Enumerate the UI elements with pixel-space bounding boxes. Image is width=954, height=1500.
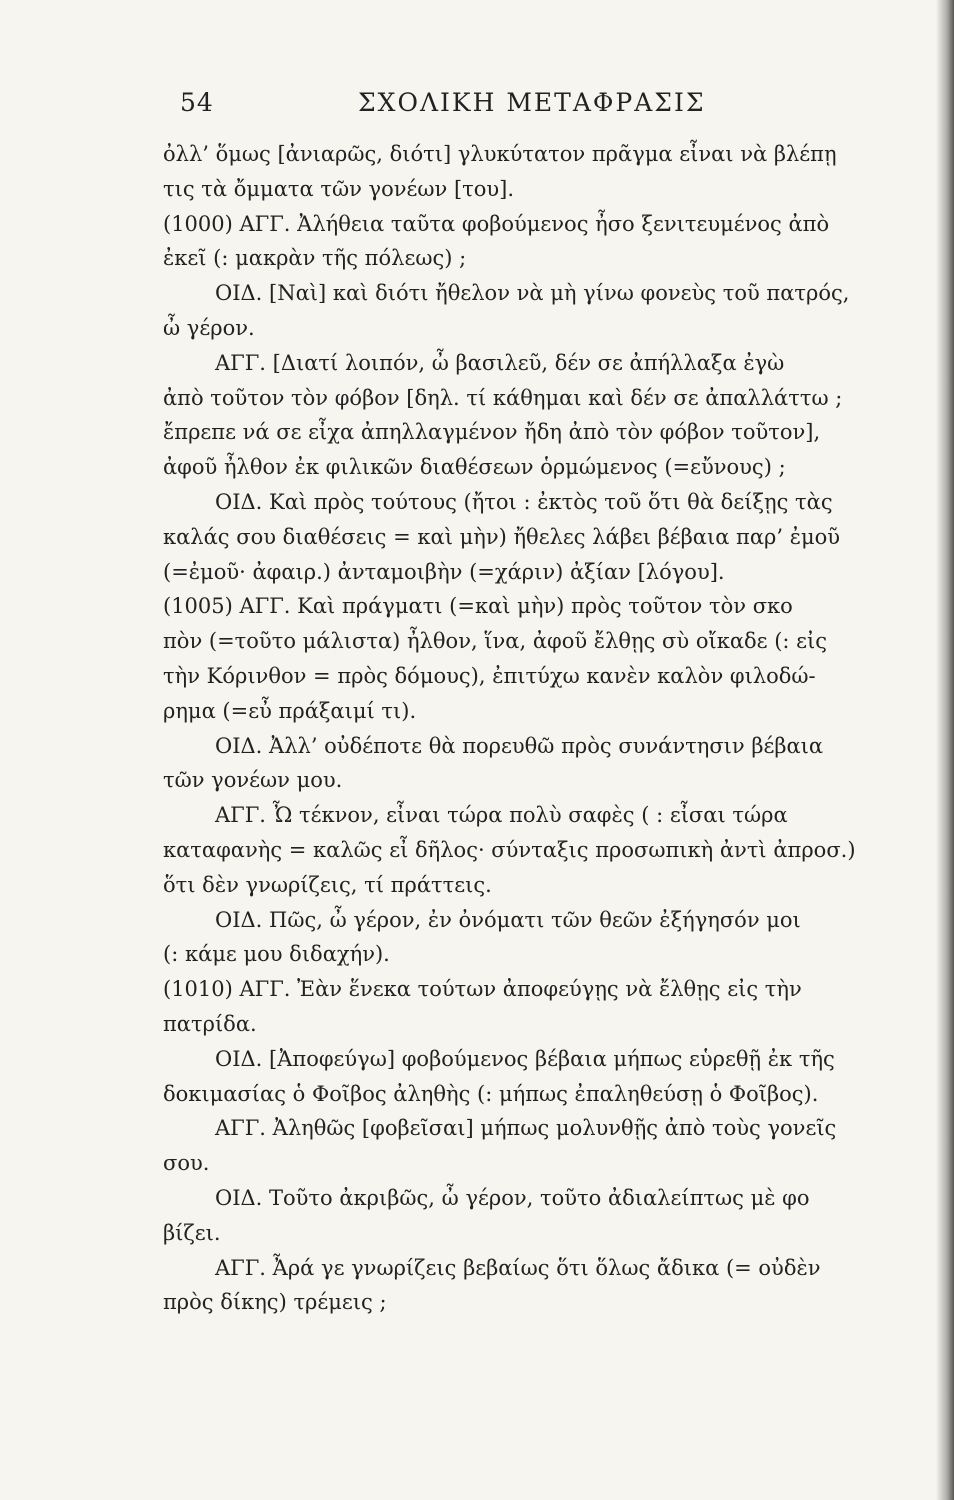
page-number: 54 (180, 88, 214, 117)
running-title: ΣΧΟΛΙΚΗ ΜΕΤΑΦΡΑΣΙΣ (358, 88, 706, 117)
text-line: ΟΙΔ. Ἀλλ’ οὐδέποτε θὰ πορευθῶ πρὸς συνάντησιν βέβαια (215, 733, 824, 758)
text-line: (: κάμε μου διδαχήν). (163, 942, 390, 967)
text-line: ΟΙΔ. Καὶ πρὸς τούτους (ἤτοι : ἐκτὸς τοῦ ὅτι θὰ δείξῃς τὰς (215, 489, 833, 514)
text-line: πατρίδα. (163, 1011, 257, 1036)
text-line: ΑΓΓ. Ἀληθῶς [φοβεῖσαι] μήπως μολυνθῇς ἀπὸ τοὺς γονεῖς (215, 1116, 837, 1141)
text-line: (1010) ΑΓΓ. Ἐὰν ἕνεκα τούτων ἀποφεύγῃς νὰ ἔλθῃς εἰς τὴν (163, 977, 802, 1002)
text-line: τῶν γονέων μου. (163, 768, 343, 793)
text-line: καταφανὴς = καλῶς εἶ δῆλος· σύνταξις προσωπικὴ ἀντὶ ἀπροσ.) (163, 837, 856, 862)
text-line: καλάς σου διαθέσεις = καὶ μὴν) ἤθελες λάβει βέβαια παρ’ ἐμοῦ (163, 524, 841, 549)
text-line: τὴν Κόρινθον = πρὸς δόμους), ἐπιτύχω κανὲν καλὸν φιλοδώ- (163, 663, 816, 688)
text-line: δοκιμασίας ὁ Φοῖβος ἀληθὴς (: μήπως ἐπαληθεύσῃ ὁ Φοῖβος). (163, 1081, 819, 1106)
text-line: ἀφοῦ ἦλθον ἐκ φιλικῶν διαθέσεων ὁρμώμενος (=εὔνους) ; (163, 455, 786, 480)
text-line: ΑΓΓ. Ὦ τέκνον, εἶναι τώρα πολὺ σαφὲς ( : εἶσαι τώρα (215, 803, 788, 828)
text-line: ΟΙΔ. Πῶς, ὦ γέρον, ἐν ὀνόματι τῶν θεῶν ἐξήγησόν μοι (215, 907, 801, 932)
text-line: (1000) ΑΓΓ. Ἀλήθεια ταῦτα φοβούμενος ἦσο ξενιτευμένος ἀπὸ (163, 211, 830, 236)
page-edge-shadow (936, 0, 954, 1500)
text-line: ἐκεῖ (: μακρὰν τῆς πόλεως) ; (163, 246, 467, 271)
text-line: ΟΙΔ. [Ναὶ] καὶ διότι ἤθελον νὰ μὴ γίνω φονεὺς τοῦ πατρός, (215, 281, 850, 306)
text-line: ΑΓΓ. [Διατί λοιπόν, ὦ βασιλεῦ, δέν σε ἀπήλλαξα ἐγὼ (215, 350, 785, 375)
text-line: βίζει. (163, 1220, 221, 1245)
text-line: πὸν (=τοῦτο μάλιστα) ἦλθον, ἵνα, ἀφοῦ ἔλθῃς σὺ οἴκαδε (: εἰς (163, 629, 828, 654)
text-line: ἀπὸ τοῦτον τὸν φόβον [δηλ. τί κάθημαι καὶ δέν σε ἀπαλλάττω ; (163, 385, 843, 410)
text-line: σου. (163, 1151, 210, 1176)
text-line: ρημα (=εὖ πράξαιμί τι). (163, 698, 417, 723)
page-header (0, 88, 954, 128)
text-line: ἔπρεπε νά σε εἶχα ἀπηλλαγμένον ἤδη ἀπὸ τὸν φόβον τοῦτον], (163, 420, 821, 445)
text-line: ΟΙΔ. Τοῦτο ἀκριβῶς, ὦ γέρον, τοῦτο ἀδιαλείπτως μὲ φο (215, 1185, 810, 1210)
text-line: πρὸς δίκης) τρέμεις ; (163, 1290, 387, 1315)
text-line: ΑΓΓ. Ἆρά γε γνωρίζεις βεβαίως ὅτι ὅλως ἄδικα (= οὐδὲν (215, 1255, 821, 1280)
body-text (163, 137, 933, 1320)
text-line: τις τὰ ὄμματα τῶν γονέων [του]. (163, 176, 515, 201)
text-line: ὦ γέρον. (163, 315, 255, 340)
text-line: (1005) ΑΓΓ. Καὶ πράγματι (=καὶ μὴν) πρὸς τοῦτον τὸν σκο (163, 594, 793, 619)
text-line: ὀλλ’ ὅμως [ἀνιαρῶς, διότι] γλυκύτατον πρᾶγμα εἶναι νὰ βλέπῃ (163, 142, 837, 166)
text-line: ΟΙΔ. [Ἀποφεύγω] φοβούμενος βέβαια μήπως εὑρεθῇ ἐκ τῆς (215, 1046, 835, 1071)
text-line: ὅτι δὲν γνωρίζεις, τί πράττεις. (163, 872, 492, 897)
text-line: (=ἐμοῦ· ἀφαιρ.) ἀνταμοιβὴν (=χάριν) ἀξίαν [λόγου]. (163, 559, 725, 584)
